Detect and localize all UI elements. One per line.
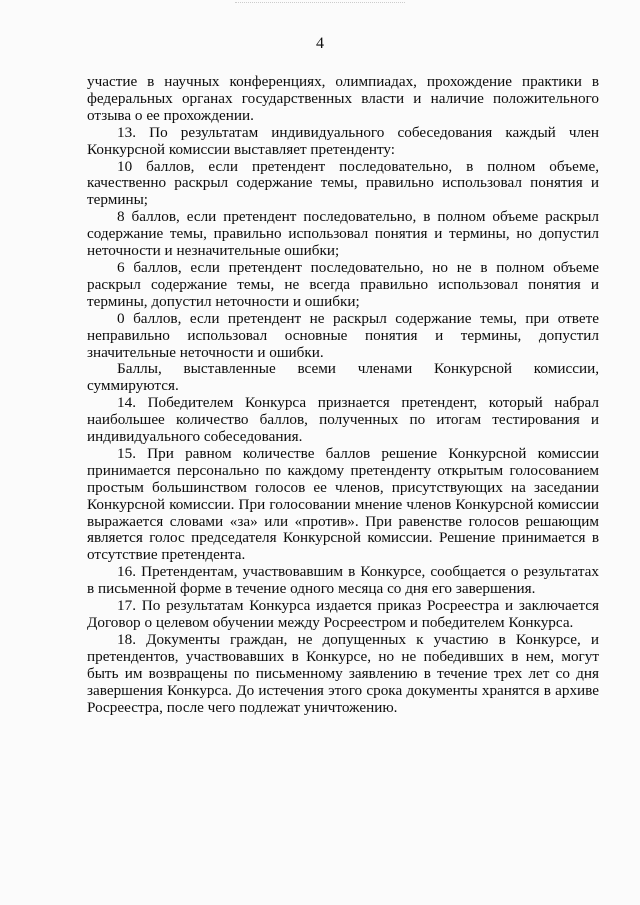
paragraph-17: 17. По результатам Конкурса издается приказ Росреестра и заключается Договор о целевом обучении между Росреестром и победителем Конкурса.: [87, 597, 599, 631]
paragraph-14: 14. Победителем Конкурса признается претендент, который набрал наибольшее количество баллов, полученных по итогам тестирования и индивидуального собеседования.: [87, 394, 599, 446]
paragraph-18: 18. Документы граждан, не допущенных к участию в Конкурсе, и претендентов, участвовавших в Конкурсе, но не победивших в нем, могут быть им возвращены по письменному заявлению в течение трех лет со дня завершения Конкурса. До истечения этого срока документы хранятся в архиве Росреестра, после чего подлежат уничтожению.: [87, 630, 599, 716]
paragraph-15: 15. При равном количестве баллов решение Конкурсной комиссии принимается персонально по каждому претенденту открытым голосованием простым большинством голосов ее членов, присутствующих на заседании Конкурсной комиссии. При голосовании мнение членов Конкурсной комиссии выражается словами «за» или «против». При равенстве голосов решающим является голос председателя Конкурсной комиссии. Решение принимается в отсутствие претендента.: [87, 444, 599, 564]
paragraph-continuation: участие в научных конференциях, олимпиадах, прохождение практики в федеральных органах государственных власти и наличие положительного отзыва о ее прохождении.: [87, 73, 599, 124]
page-number: 4: [316, 35, 324, 52]
paragraph-6-points: 6 баллов, если претендент последовательно, но не в полном объеме раскрыл содержание темы, не всегда правильно использовал понятия и термины, допустил неточности и ошибки;: [87, 258, 599, 310]
paragraph-0-points: 0 баллов, если претендент не раскрыл содержание темы, при ответе неправильно использовал основные понятия и термины, допустил значительные неточности и ошибки.: [87, 309, 599, 361]
document-body: [87, 74, 599, 716]
paragraph-16: 16. Претендентам, участвовавшим в Конкурсе, сообщается о результатах в письменной форме в течение одного месяца со дня его завершения.: [87, 563, 599, 598]
paragraph-8-points: 8 баллов, если претендент последовательно, в полном объеме раскрыл содержание темы, правильно использовал понятия и термины, но допустил неточности и незначительные ошибки;: [87, 208, 599, 260]
scan-edge-artifact: [235, 2, 405, 6]
paragraph-points-summed: Баллы, выставленные всеми членами Конкурсной комиссии, суммируются.: [87, 360, 599, 395]
paragraph-10-points: 10 баллов, если претендент последовательно, в полном объеме, качественно раскрыл содержание темы, правильно использовал понятия и термины;: [87, 157, 599, 209]
paragraph-13: 13. По результатам индивидуального собеседования каждый член Конкурсной комиссии выставляет претенденту:: [87, 123, 599, 158]
